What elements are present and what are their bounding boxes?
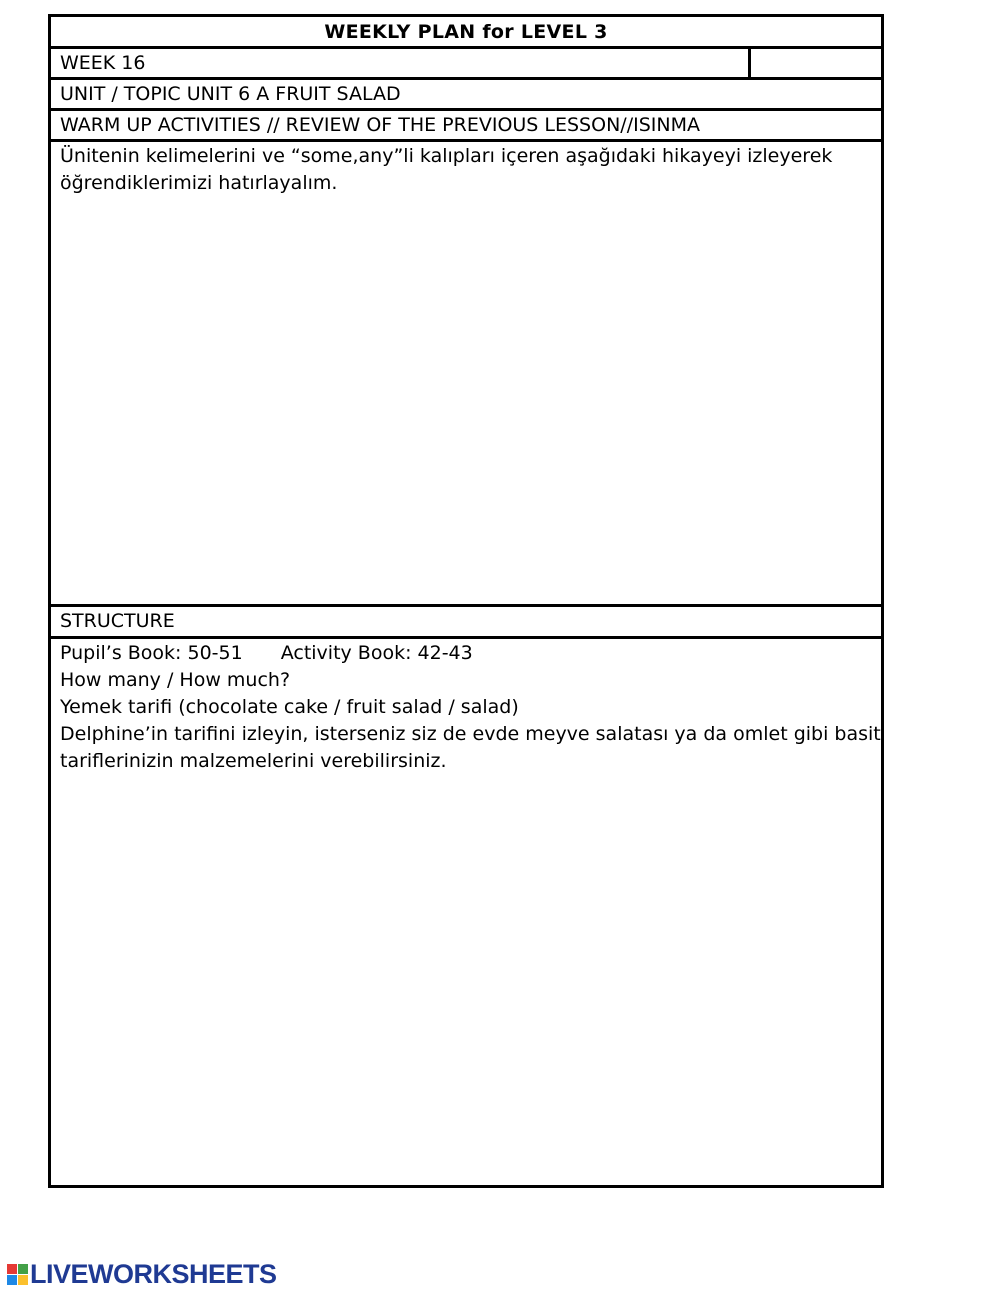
book-pages-line [60,640,881,667]
structure-line-4: Delphine’in tarifini izleyin, isterseniz siz de evde meyve salatası ya da omlet gibi basit tariflerinizin malzemelerini verebilirsiniz. [60,723,881,772]
warm-up-content [51,142,881,607]
structure-heading: STRUCTURE [51,607,881,639]
structure-line-3: Yemek tarifi (chocolate cake / fruit salad / salad) [60,696,519,718]
week-label: WEEK 16 [60,52,146,74]
structure-content [51,639,881,1185]
logo-cube-square [18,1275,28,1285]
weekly-plan-table [48,14,884,1188]
unit-topic-row: UNIT / TOPIC UNIT 6 A FRUIT SALAD [51,80,881,111]
warm-up-heading: WARM UP ACTIVITIES // REVIEW OF THE PREVIOUS LESSON//ISINMA [51,111,881,142]
week-value-cell[interactable] [748,49,881,77]
logo-text: LIVEWORKSHEETS [30,1258,277,1289]
week-row [51,49,881,80]
logo-cube-square [7,1264,17,1274]
plan-title: WEEKLY PLAN for LEVEL 3 [51,17,881,49]
liveworksheets-logo[interactable] [7,1259,277,1289]
pupils-book-pages: Pupil’s Book: 50-51 [60,642,243,664]
structure-line-2: How many / How much? [60,669,291,691]
logo-cube-square [7,1275,17,1285]
warm-up-text: Ünitenin kelimelerini ve “some,any”li kalıpları içeren aşağıdaki hikayeyi izleyerek öğrendiklerimizi hatırlayalım. [60,145,833,194]
logo-cube-square [18,1264,28,1274]
activity-book-pages: Activity Book: 42-43 [280,642,473,664]
logo-cube-icon [7,1264,28,1285]
